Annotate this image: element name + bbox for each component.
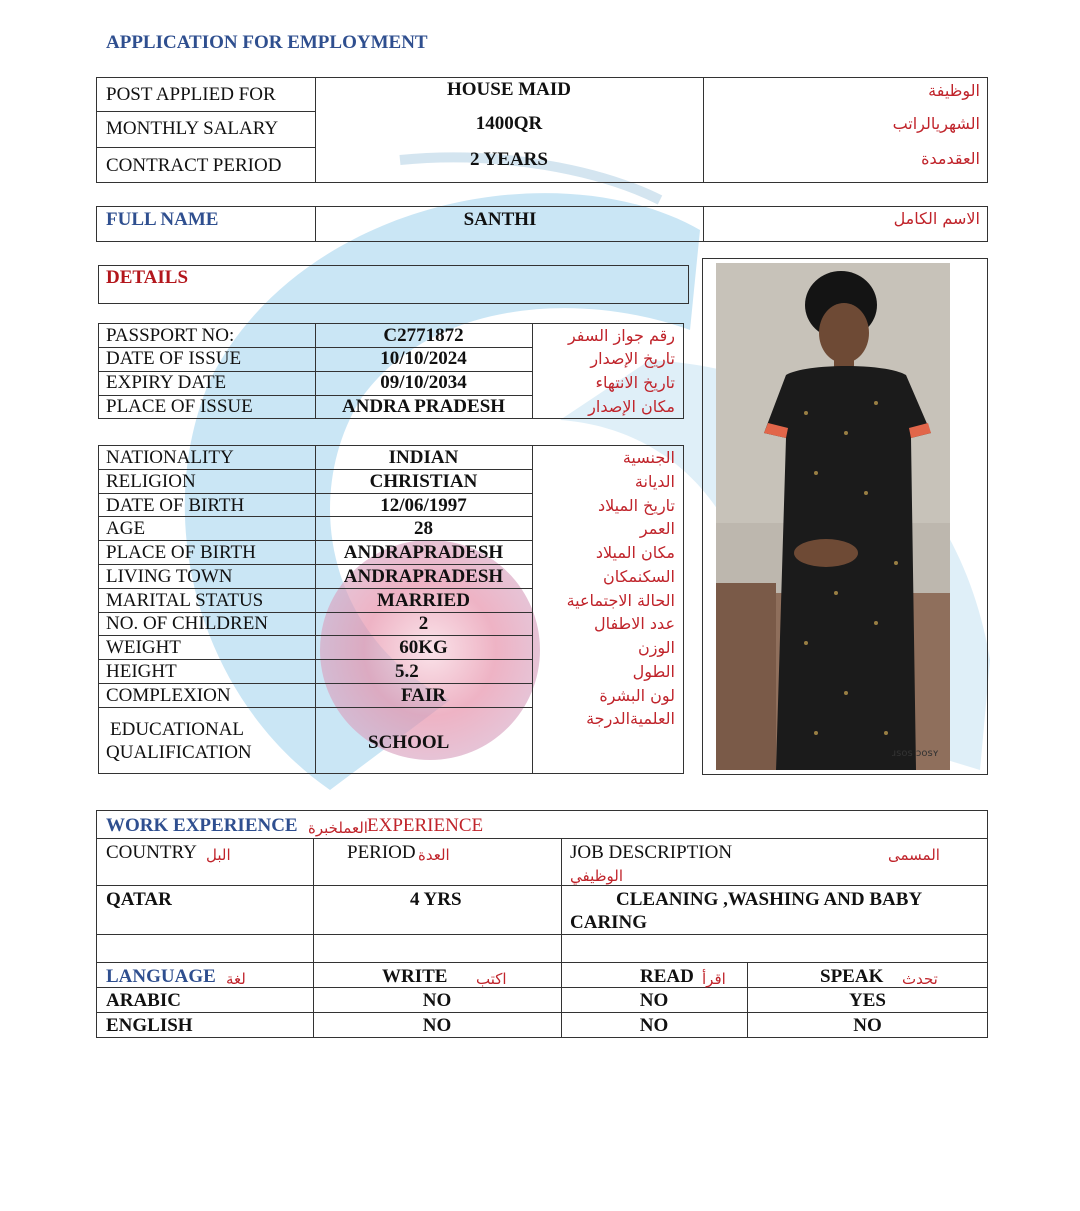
language-heading-ar: لغة [226,970,246,988]
read-label: READ [640,966,694,987]
weight-label-ar: الوزن [637,638,675,657]
contract-label: CONTRACT PERIOD [106,155,282,176]
language-row-2-speak: NO [853,1015,882,1036]
passport-no-value: C2771872 [383,325,464,346]
write-label: WRITE [382,966,448,987]
post-label-ar: الوظيفة [928,81,980,100]
full-name-value: SANTHI [463,209,537,230]
applicant-photo [716,263,950,770]
education-label-2: QUALIFICATION [106,742,252,763]
contract-value: 2 YEARS [470,149,548,170]
nationality-label-ar: الجنسية [622,448,675,467]
language-row-2-write: NO [422,1015,452,1036]
contract-label-ar: العقدمدة [921,149,980,168]
dob-value: 12/06/1997 [380,495,467,516]
post-label: POST APPLIED FOR [106,84,276,105]
language-row-1-read: NO [639,990,669,1011]
age-label-ar: العمر [639,519,675,538]
marital-status-value: MARRIED [377,590,470,611]
religion-value: CHRISTIAN [369,471,478,492]
col-country-label-ar: البل [206,846,231,864]
salary-label: MONTHLY SALARY [106,118,279,139]
details-heading: DETAILS [106,267,189,288]
col-period-label: PERIOD [347,842,416,863]
age-label: AGE [106,518,146,539]
nationality-value: INDIAN [388,447,459,468]
work-heading-tail: EXPERIENCE [367,815,484,836]
living-town-label-ar: السكنمكان [603,567,675,586]
col-job-label: JOB DESCRIPTION [570,842,733,863]
issue-place-value: ANDRA PRADESH [341,396,506,417]
expiry-date-label: EXPIRY DATE [106,372,227,393]
complexion-value: FAIR [400,685,447,706]
col-job-label-ar: المسمى [888,846,940,864]
salary-value: 1400QR [475,113,543,134]
post-value: HOUSE MAID [446,79,572,100]
work-job-value-2: CARING [570,912,648,933]
education-label-1: EDUCATIONAL [110,719,245,740]
page-title: APPLICATION FOR EMPLOYMENT [106,32,428,53]
marital-status-label-ar: الحالة الاجتماعية [566,591,675,610]
birthplace-label: PLACE OF BIRTH [106,542,256,563]
height-value: 5.2 [395,661,419,682]
work-job-value-1: CLEANING ,WASHING AND BABY [616,889,923,910]
issue-date-label-ar: تاريخ الإصدار [590,349,675,368]
living-town-value: ANDRAPRADESH [343,566,504,587]
living-town-label: LIVING TOWN [106,566,233,587]
language-row-1-speak: YES [849,990,886,1011]
birthplace-label-ar: مكان الميلاد [595,543,675,562]
speak-label-ar: تحدث [902,970,938,988]
weight-value: 60KG [399,637,448,658]
issue-place-label-ar: مكان الإصدار [588,397,675,416]
expiry-date-value: 09/10/2034 [380,372,467,393]
col-period-label-ar: العدة [418,846,450,864]
birthplace-value: ANDRAPRADESH [343,542,504,563]
children-label-ar: عدد الاطفال [593,614,675,633]
col-job-label-ar-2: الوظيفي [570,867,624,885]
issue-date-value: 10/10/2024 [380,348,467,369]
religion-label: RELIGION [106,471,196,492]
language-row-2-read: NO [639,1015,669,1036]
weight-label: WEIGHT [106,637,181,658]
photo-watermark-text: ɹsos ɔosʏ [892,748,939,759]
work-period-value: 4 YRS [410,889,462,910]
language-row-1-name: ARABIC [106,990,181,1011]
dob-label: DATE OF BIRTH [106,495,245,516]
issue-place-label: PLACE OF ISSUE [106,396,253,417]
passport-no-label-ar: رقم جواز السفر [567,326,675,345]
full-name-label: FULL NAME [106,209,219,230]
religion-label-ar: الديانة [634,472,675,491]
salary-label-ar: الشهريالراتب [892,114,980,133]
passport-no-label: PASSPORT NO: [106,325,235,346]
read-label-ar: اقرأ [702,970,726,988]
dob-label-ar: تاريخ الميلاد [598,496,675,515]
education-value: SCHOOL [368,732,450,753]
complexion-label: COMPLEXION [106,685,231,706]
education-label-ar: العلميةالدرجة [586,709,675,728]
children-label: NO. OF CHILDREN [106,613,269,634]
age-value: 28 [414,518,433,539]
complexion-label-ar: لون البشرة [599,686,675,705]
work-country-value: QATAR [106,889,172,910]
language-heading: LANGUAGE [106,966,216,987]
speak-label: SPEAK [820,966,884,987]
height-label: HEIGHT [106,661,177,682]
full-name-label-ar: الاسم الكامل [893,209,980,228]
language-row-2-name: ENGLISH [106,1015,193,1036]
nationality-label: NATIONALITY [106,447,234,468]
language-row-1-write: NO [422,990,452,1011]
work-heading-ar: العملخبرة [308,819,368,837]
children-value: 2 [418,613,429,634]
marital-status-label: MARITAL STATUS [106,590,264,611]
write-label-ar: اكتب [476,970,507,988]
height-label-ar: الطول [632,662,675,681]
work-heading: WORK EXPERIENCE [106,815,298,836]
col-country-label: COUNTRY [106,842,197,863]
issue-date-label: DATE OF ISSUE [106,348,242,369]
expiry-date-label-ar: تاريخ الانتهاء [595,373,675,392]
